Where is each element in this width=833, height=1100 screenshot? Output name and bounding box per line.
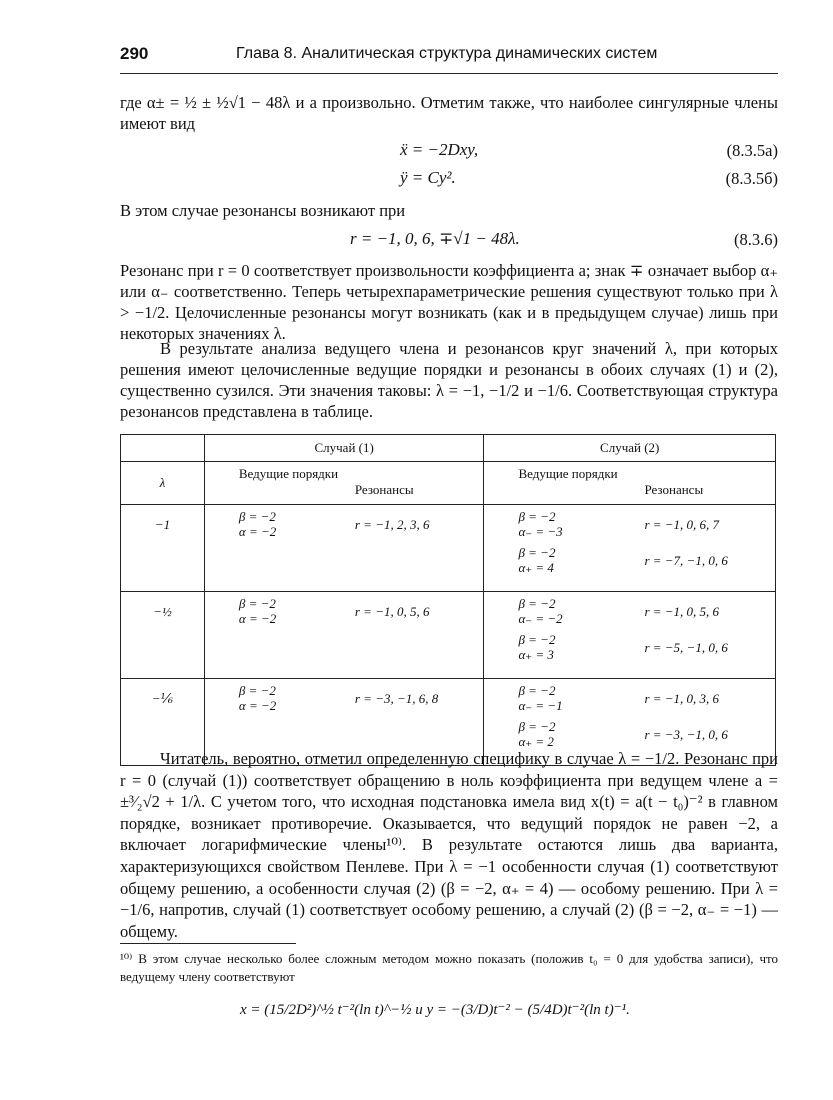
page-header	[120, 44, 778, 70]
case1-beta: β = −2	[238, 683, 276, 698]
table-corner	[121, 435, 205, 462]
case2b-beta: β = −2	[518, 545, 556, 560]
lambda-header: λ	[121, 462, 205, 505]
case1-beta: β = −2	[238, 596, 276, 611]
case1-alpha: α = −2	[238, 611, 277, 626]
lambda-value: −½	[121, 592, 205, 679]
case2b-alpha: α₊ = 4	[518, 560, 554, 575]
case2a-resonances: r = −1, 0, 3, 6	[644, 691, 720, 706]
equation-8-3-6: r = −1, 0, 6, ∓√1 − 48λ.	[350, 229, 520, 248]
paragraph-3: Читатель, вероятно, отметил определенную специфику в случае λ = −1/2. Резонанс при r = 0 (случай (1)) соответствует обращению в ноль коэффициента при ведущем члене a = ±³⁄₂√2 + 1/λ. С учетом того, что исходная подстановка имела вид x(t) = a(t − t₀)⁻² в главном порядке, возникает противоречие. Оказывается, что ведущий порядок не равен −2, а включает логарифмические члены¹⁰⁾. В результате остаются лишь два варианта, характеризующихся свойством Пенлеве. При λ = −1 особенности случая (1) соответствуют общему решению, а особенности случая (2) (β = −2, α₊ = 4) — особому решению. При λ = −1/6, напротив, случай (1) соответствует особому решению, а случай (2) (β = −2, α₋ = −1) — общему.	[120, 749, 778, 941]
equation-number: (8.3.5а)	[726, 141, 778, 160]
footnote-formula: x = (15/2D²)^½ t⁻²(ln t)^−½ и y = −(3/D)t⁻² − (5/4D)t⁻²(ln t)⁻¹.	[240, 1002, 630, 1018]
case2b-alpha: α₊ = 3	[518, 647, 554, 662]
case2-header: Случай (2)	[484, 435, 776, 462]
case1-alpha: α = −2	[238, 698, 277, 713]
resonance-table	[120, 434, 776, 766]
case1-resonances: r = −3, −1, 6, 8	[354, 691, 439, 706]
lambda-value: −⅙	[121, 679, 205, 766]
intro-text: где α± = ½ ± ½√1 − 48λ и a произвольно. Отметим также, что наиболее сингулярные члены имеют вид	[120, 93, 778, 133]
case2b-beta: β = −2	[518, 632, 556, 647]
equation-number: (8.3.6)	[734, 230, 778, 249]
case2a-alpha: α₋ = −1	[518, 698, 563, 713]
case2b-resonances: r = −3, −1, 0, 6	[644, 727, 728, 742]
page-number: 290	[120, 44, 149, 63]
case2a-beta: β = −2	[518, 596, 556, 611]
case1-header: Случай (1)	[204, 435, 484, 462]
case1-resonances: r = −1, 2, 3, 6	[354, 517, 430, 532]
equation-8-3-5a: ẍ = −2Dxy,	[400, 140, 479, 159]
case1-alpha: α = −2	[238, 524, 277, 539]
case2a-alpha: α₋ = −3	[518, 524, 563, 539]
case2a-alpha: α₋ = −2	[518, 611, 563, 626]
case2a-beta: β = −2	[518, 509, 556, 524]
case2b-resonances: r = −5, −1, 0, 6	[644, 640, 728, 655]
resonance-intro: В этом случае резонансы возникают при	[120, 201, 406, 220]
lambda-value: −1	[121, 505, 205, 592]
case2a-beta: β = −2	[518, 683, 556, 698]
equation-8-3-5b: ÿ = Cy².	[400, 168, 456, 187]
paragraph-2: В результате анализа ведущего члена и резонансов круг значений λ, при которых решения имеют целочисленные ведущие порядки и резонансы в обоих случаях (1) и (2), существенно сузился. Эти значения таковы: λ = −1, −1/2 и −1/6. Соответствующая структура резонансов представлена в таблице.	[120, 339, 778, 421]
footnote-text: ¹⁰⁾ В этом случае несколько более сложным методом можно показать (положив t₀ = 0 для удобства записи), что ведущему члену соответствуют	[120, 951, 778, 984]
case1-resonances: r = −1, 0, 5, 6	[354, 604, 430, 619]
resonances-header: Резонансы	[354, 482, 414, 497]
paragraph-1: Резонанс при r = 0 соответствует произвольности коэффициента a; знак ∓ означает выбор α₊ или α₋ соответственно. Теперь четырехпараметрические решения существуют только при λ > −1/2. Целочисленные резонансы могут возникать (как и в предыдущем случае) лишь при некоторых значениях λ.	[120, 261, 778, 343]
table-row	[121, 592, 776, 679]
equation-number: (8.3.5б)	[725, 169, 778, 188]
lead-orders-header: Ведущие порядки	[518, 466, 618, 481]
chapter-title: Глава 8. Аналитическая структура динамических систем	[236, 45, 658, 62]
footnote-rule	[120, 943, 296, 944]
table-row	[121, 505, 776, 592]
lead-orders-header: Ведущие порядки	[238, 466, 339, 481]
header-rule	[120, 73, 778, 74]
resonances-header: Резонансы	[644, 482, 704, 497]
case2b-resonances: r = −7, −1, 0, 6	[644, 553, 728, 568]
case2b-alpha: α₊ = 2	[518, 734, 554, 749]
case2a-resonances: r = −1, 0, 6, 7	[644, 517, 720, 532]
case2a-resonances: r = −1, 0, 5, 6	[644, 604, 720, 619]
case2b-beta: β = −2	[518, 719, 556, 734]
case1-beta: β = −2	[238, 509, 276, 524]
